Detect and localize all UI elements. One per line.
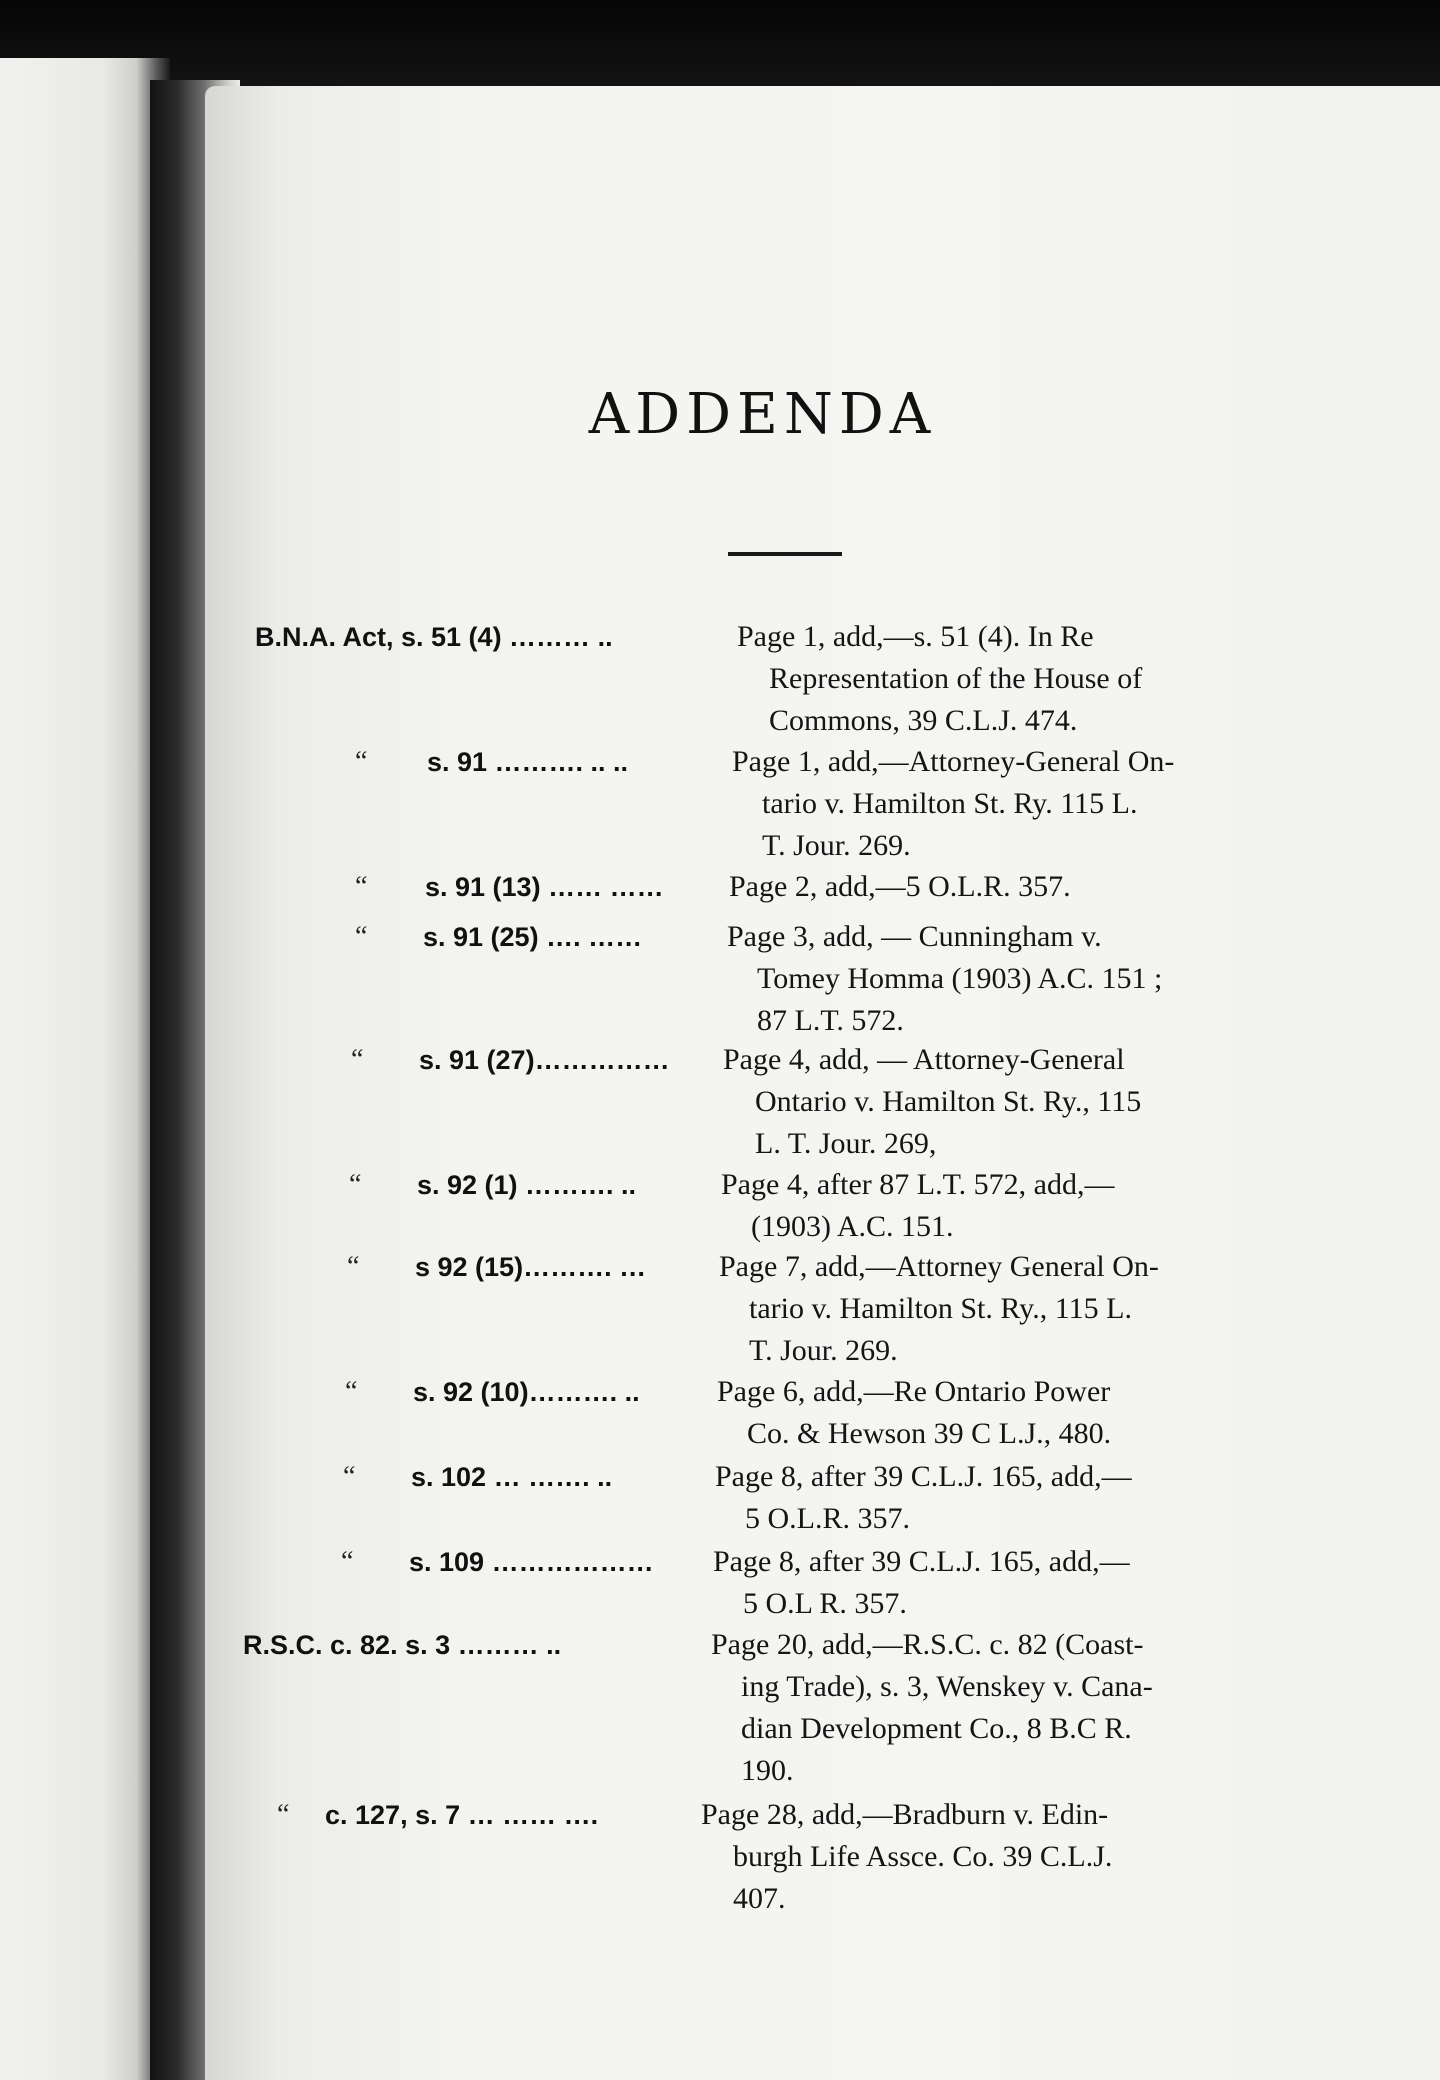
ditto-mark: “ [347,1251,360,1282]
entry-reference: B.N.A. Act, s. 51 (4) ……… .. [255,622,613,652]
right-page [205,86,1440,2080]
ditto-mark: “ [277,1799,290,1830]
entry-reference: s. 92 (1) ………. .. [417,1170,637,1200]
entry-line: burgh Life Assce. Co. 39 C.L.J. [733,1840,1113,1873]
entry-description [255,1794,1435,1920]
entry-line: Tomey Homma (1903) A.C. 151 ; [757,962,1163,995]
title-rule [728,552,842,556]
page-body [243,86,1440,2080]
entry-line: Page 3, add, — Cunningham v. [727,920,1102,953]
ditto-mark: “ [349,1169,362,1200]
page-title: ADDENDA [588,382,937,447]
entry-line: Page 20, add,—R.S.C. c. 82 (Coast- [711,1628,1144,1661]
entry-line: T. Jour. 269. [749,1334,898,1367]
entry-reference: s 92 (15)………. … [415,1252,647,1282]
entry-description [255,1541,1435,1625]
top-shadow [0,0,1440,90]
entry-reference: s. 91 (25) …. …… [423,922,643,952]
entry-line: Page 2, add,—5 O.L.R. 357. [729,870,1071,903]
entry-line: Ontario v. Hamilton St. Ry., 115 [755,1085,1142,1118]
entry-line: (1903) A.C. 151. [751,1210,954,1243]
entry-line: 5 O.L R. 357. [743,1587,907,1620]
entry-reference: R.S.C. c. 82. s. 3 ……… .. [243,1630,562,1660]
entry-line: T. Jour. 269. [762,829,911,862]
entry-reference: s. 91 (13) …… …… [425,872,664,902]
left-page-edge [0,58,170,2080]
ditto-mark: “ [355,921,368,952]
entry-line: tario v. Hamilton St. Ry. 115 L. [762,787,1138,820]
entry-line: Page 4, after 87 L.T. 572, add,— [721,1168,1115,1201]
entry-line: Page 4, add, — Attorney-General [723,1043,1125,1076]
entry-reference: c. 127, s. 7 … …… …. [325,1800,599,1830]
entry-line: Page 8, after 39 C.L.J. 165, add,— [715,1460,1132,1493]
entry-reference: s. 109 ……………… [409,1547,654,1577]
entry-line: Page 28, add,—Bradburn v. Edin- [701,1798,1109,1831]
entry-description [255,916,1435,1042]
ditto-mark: “ [341,1546,354,1577]
entry-reference: s. 102 … ……. .. [411,1462,613,1492]
entry-description [255,1456,1435,1540]
entry-description [255,741,1435,867]
entry-description [255,1624,1435,1792]
entry-line: Page 7, add,—Attorney General On- [719,1250,1159,1283]
entry-line: 407. [733,1882,786,1915]
entry-line: Page 1, add,—s. 51 (4). In Re [737,620,1094,653]
entry-line: tario v. Hamilton St. Ry., 115 L. [749,1292,1132,1325]
entry-description [255,1164,1435,1248]
entry-description [255,1371,1435,1455]
entry-reference: s. 91 ………. .. .. [427,747,629,777]
entry-line: Co. & Hewson 39 C L.J., 480. [747,1417,1112,1450]
entry-line: ing Trade), s. 3, Wenskey v. Cana- [741,1670,1153,1703]
entry-line: Representation of the House of [769,662,1143,695]
entry-line: 5 O.L.R. 357. [745,1502,910,1535]
ditto-mark: “ [345,1376,358,1407]
entry-reference: s. 91 (27)…………… [419,1045,670,1075]
entry-description [255,1246,1435,1372]
entry-line: Commons, 39 C.L.J. 474. [769,704,1078,737]
entry-line: 87 L.T. 572. [757,1004,904,1037]
entry-line: Page 8, after 39 C.L.J. 165, add,— [713,1545,1130,1578]
entry-reference: s. 92 (10)………. .. [413,1377,640,1407]
entry-description [255,1039,1435,1165]
entry-line: L. T. Jour. 269, [755,1127,937,1160]
ditto-mark: “ [355,746,368,777]
ditto-mark: “ [351,1044,364,1075]
entry-line: Page 1, add,—Attorney-General On- [732,745,1175,778]
entry-description [255,616,1435,742]
ditto-mark: “ [343,1461,356,1492]
entry-line: 190. [741,1754,794,1787]
entry-line: dian Development Co., 8 B.C R. [741,1712,1132,1745]
entry-description [255,866,1435,908]
entry-line: Page 6, add,—Re Ontario Power [717,1375,1111,1408]
ditto-mark: “ [355,871,368,902]
